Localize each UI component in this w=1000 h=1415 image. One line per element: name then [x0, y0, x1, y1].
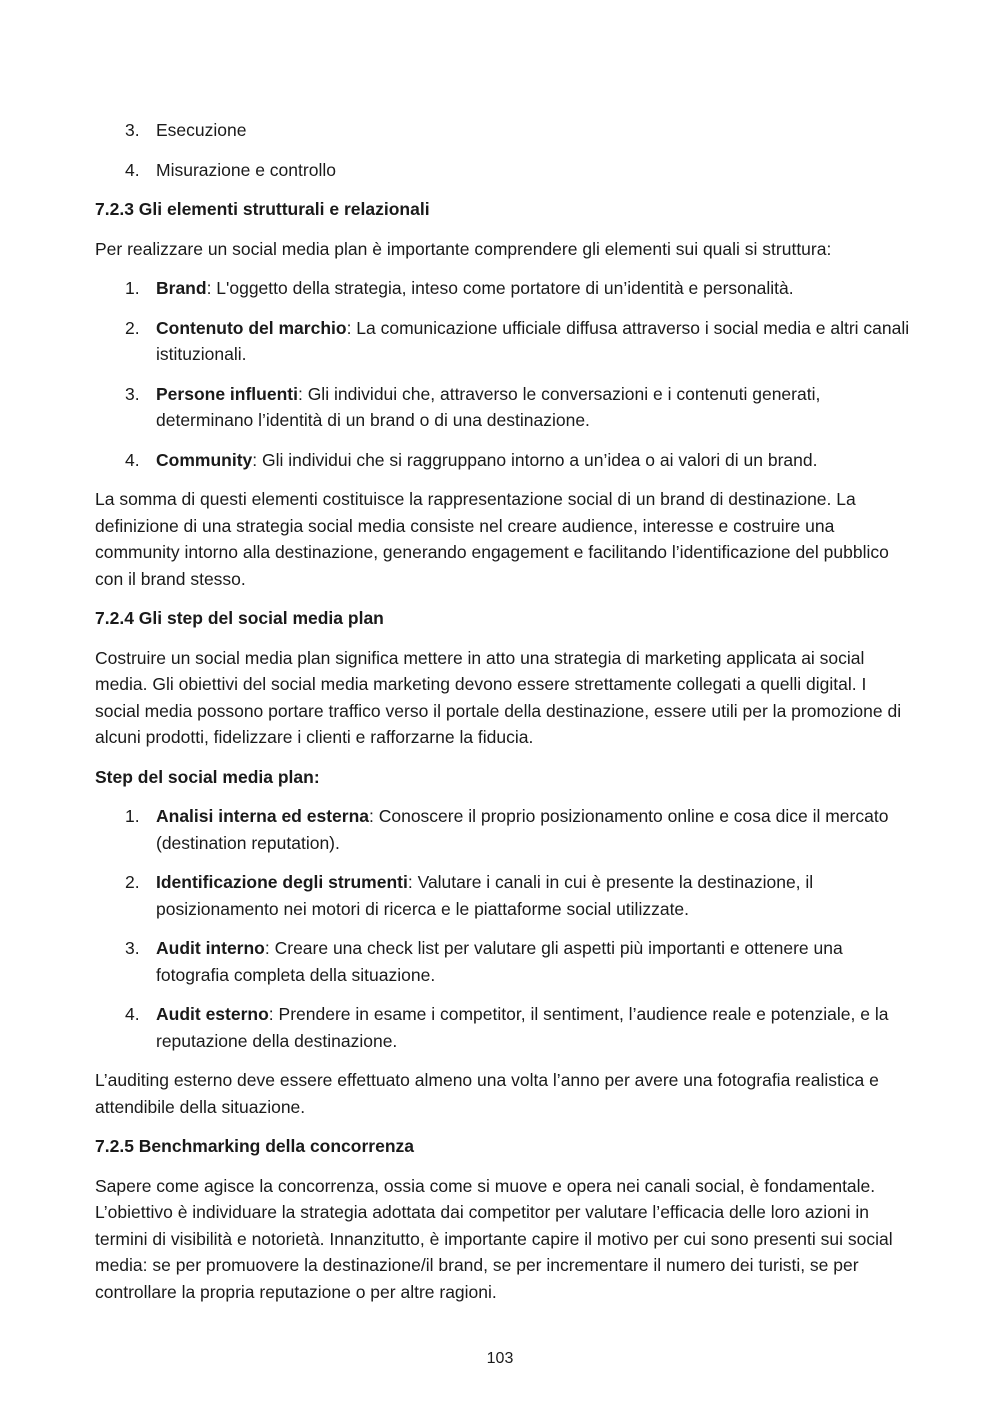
list-item-number: 3. — [125, 120, 140, 140]
list-item-number: 4. — [125, 1004, 140, 1024]
section-conclusion: L’auditing esterno deve essere effettuato almeno una volta l’anno per avere una fotografia realistica e attendibile della situazione. — [95, 1070, 879, 1117]
section-intro: Costruire un social media plan significa mettere in atto una strategia di marketing applicata ai social media. Gli obiettivi del social media marketing devono essere strettamente collegati a quelli digital. I social media possono portare traffico verso il portale della destinazione, essere utili per la promozione di alcuni prodotti, fidelizzare i clienti e rafforzarne la fiducia. — [95, 647, 902, 747]
list-item-number: 1. — [125, 806, 140, 826]
list-item-number: 3. — [125, 938, 140, 958]
list-item-number: 4. — [125, 159, 140, 180]
list-item-text: : La comunicazione ufficiale diffusa attraverso i social media e altri canali istituzionali. — [156, 317, 910, 364]
list-item-number: 2. — [125, 317, 140, 338]
list-item-term: Brand — [156, 278, 207, 298]
list-item-text: : Prendere in esame i competitor, il sentiment, l’audience reale e potenziale, e la reputazione della destinazione. — [156, 1004, 889, 1051]
list-item-text: : Gli individui che, attraverso le conversazioni e i contenuti generati, determinano l’identità di un brand o di una destinazione. — [156, 383, 821, 430]
list-item-term: Contenuto del marchio — [156, 317, 347, 338]
elements-list — [95, 275, 910, 473]
list-item-number: 2. — [125, 872, 140, 892]
section-heading-7-2-5: 7.2.5 Benchmarking della concorrenza — [95, 1136, 415, 1156]
list-item-text: Misurazione e controllo — [156, 159, 336, 180]
top-numbered-list — [95, 117, 910, 183]
list-item-number: 1. — [125, 278, 140, 298]
list-item — [95, 869, 910, 922]
list-item — [95, 117, 910, 144]
list-item-term: Audit esterno — [156, 1004, 269, 1024]
section-heading-7-2-4: 7.2.4 Gli step del social media plan — [95, 608, 384, 628]
page-number: 103 — [486, 1350, 514, 1367]
section-intro: Per realizzare un social media plan è importante comprendere gli elementi sui quali si struttura: — [95, 238, 832, 259]
list-item-text: : Creare una check list per valutare gli aspetti più importanti e ottenere una fotografia completa della situazione. — [156, 938, 843, 985]
section-body: Sapere come agisce la concorrenza, ossia come si muove e opera nei canali social, è fondamentale. L’obiettivo è individuare la strategia adottata dai competitor per valutare l’efficacia delle loro azioni in termini di visibilità e notorietà. Innanzitutto, è importante capire il motivo per cui sono presenti sui social media: se per promuovere la destinazione/il brand, se per incrementare il numero dei turisti, se per controllare la propria reputazione o per altre ragioni. — [95, 1175, 893, 1302]
list-item-term: Identificazione degli strumenti — [156, 872, 408, 892]
list-item-number: 4. — [125, 449, 140, 470]
section-conclusion: La somma di questi elementi costituisce la rappresentazione social di un brand di destinazione. La definizione di una strategia social media consiste nel creare audience, interesse e costruire una community intorno alla destinazione, generando engagement e facilitando l’identificazione del pubblico con il brand stesso. — [95, 489, 889, 589]
list-item-text: : L'oggetto della strategia, inteso come portatore di un’identità e personalità. — [206, 278, 794, 298]
list-item — [95, 935, 910, 988]
document-page — [95, 117, 910, 1318]
list-item — [95, 803, 910, 856]
list-item-term: Persone influenti — [156, 383, 298, 404]
list-item — [95, 275, 910, 302]
section-heading-7-2-3: 7.2.3 Gli elementi strutturali e relazionali — [95, 199, 430, 219]
list-item-term: Community — [156, 449, 253, 470]
list-item — [95, 1001, 910, 1054]
list-item — [95, 157, 910, 184]
list-item-text: : Valutare i canali in cui è presente la destinazione, il posizionamento nei motori di ricerca e le piattaforme social utilizzate. — [156, 872, 814, 919]
list-item-text: : Conoscere il proprio posizionamento online e cosa dice il mercato (destination reputation). — [156, 806, 889, 853]
list-item — [95, 381, 910, 434]
list-item-term: Audit interno — [156, 938, 265, 958]
list-item-text: Esecuzione — [156, 120, 247, 140]
steps-list — [95, 803, 910, 1054]
list-item — [95, 315, 910, 368]
list-item-term: Analisi interna ed esterna — [156, 806, 369, 826]
steps-subheading: Step del social media plan: — [95, 766, 320, 787]
list-item-number: 3. — [125, 383, 140, 404]
list-item-text: : Gli individui che si raggruppano intorno a un’idea o ai valori di un brand. — [252, 449, 818, 470]
list-item — [95, 447, 910, 474]
